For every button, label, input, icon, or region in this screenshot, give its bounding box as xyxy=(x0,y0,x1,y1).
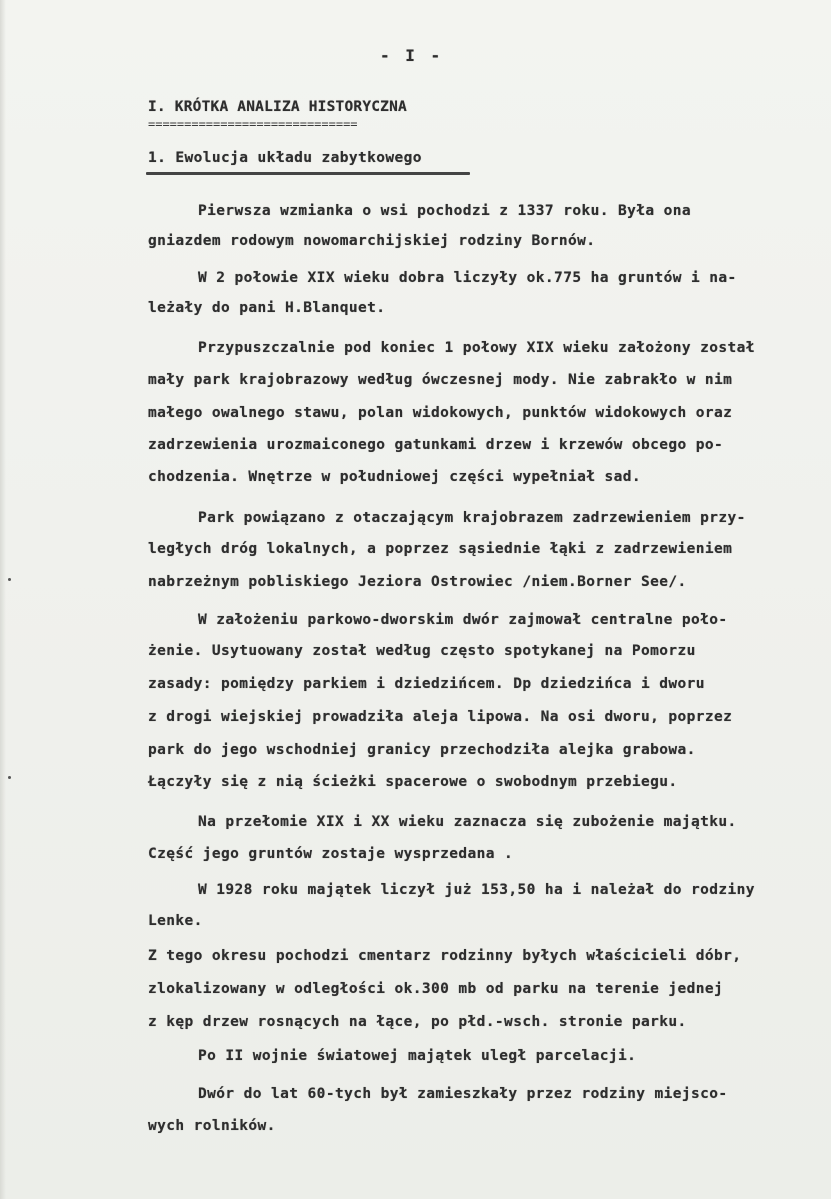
text-line: park do jego wschodniej granicy przechodziła alejka grabowa. xyxy=(148,742,696,758)
text-line: W 1928 roku majątek liczył już 153,50 ha i należał do rodziny xyxy=(198,882,755,898)
text-line: zasady: pomiędzy parkiem i dziedzińcem. Dp dziedzińca i dworu xyxy=(148,676,705,692)
text-line: chodzenia. Wnętrze w południowej części wypełniał sad. xyxy=(148,469,642,485)
page-number: - I - xyxy=(380,46,444,65)
text-line: żenie. Usytuowany został według często spotykanej na Pomorzu xyxy=(148,643,696,659)
text-line: Przypuszczalnie pod koniec 1 połowy XIX wieku założony został xyxy=(198,340,755,356)
text-line: Część jego gruntów zostaje wysprzedana . xyxy=(148,846,514,862)
text-line: Pierwsza wzmianka o wsi pochodzi z 1337 roku. Była ona xyxy=(198,203,692,219)
text-line: ległych dróg lokalnych, a poprzez sąsiednie łąki z zadrzewieniem xyxy=(148,541,733,557)
text-line: z kęp drzew rosnących na łące, po płd.-wsch. stronie parku. xyxy=(148,1014,687,1030)
page-edge xyxy=(0,0,6,1199)
heading-underline: ============================= xyxy=(148,117,358,131)
text-line: Z tego okresu pochodzi cmentarz rodzinny byłych właścicieli dóbr, xyxy=(148,948,742,964)
text-line: Łączyły się z nią ścieżki spacerowe o swobodnym przebiegu. xyxy=(148,774,678,790)
section-heading: I. KRÓTKA ANALIZA HISTORYCZNA xyxy=(148,99,407,115)
text-line: mały park krajobrazowy według ówczesnej mody. Nie zabrakło w nim xyxy=(148,372,733,388)
text-line: małego owalnego stawu, polan widokowych, punktów widokowych oraz xyxy=(148,405,733,421)
text-line: W założeniu parkowo-dworskim dwór zajmował centralne poło- xyxy=(198,612,728,628)
text-line: Po II wojnie światowej majątek uległ parcelacji. xyxy=(198,1048,637,1064)
text-line: gniazdem rodowym nowomarchijskiej rodziny Bornów. xyxy=(148,233,596,249)
text-line: wych rolników. xyxy=(148,1118,276,1134)
text-line: z drogi wiejskiej prowadziła aleja lipowa. Na osi dworu, poprzez xyxy=(148,709,733,725)
subsection-heading: 1. Ewolucja układu zabytkowego xyxy=(148,150,422,166)
text-line: Na przełomie XIX i XX wieku zaznacza się zubożenie majątku. xyxy=(198,814,737,830)
text-line: Dwór do lat 60-tych był zamieszkały przez rodziny miejsco- xyxy=(198,1086,728,1102)
text-line: nabrzeżnym pobliskiego Jeziora Ostrowiec /niem.Borner See/. xyxy=(148,574,687,590)
margin-mark xyxy=(8,776,11,779)
text-line: zadrzewienia urozmaiconego gatunkami drzew i krzewów obcego po- xyxy=(148,437,724,453)
text-line: Park powiązano z otaczającym krajobrazem zadrzewieniem przy- xyxy=(198,510,746,526)
text-line: W 2 połowie XIX wieku dobra liczyły ok.775 ha gruntów i na- xyxy=(198,270,737,286)
text-line: Lenke. xyxy=(148,913,203,929)
text-line: leżały do pani H.Blanquet. xyxy=(148,300,386,316)
text-line: zlokalizowany w odległości ok.300 mb od parku na terenie jednej xyxy=(148,981,724,997)
subsection-underline xyxy=(146,172,470,175)
margin-mark xyxy=(8,578,11,581)
